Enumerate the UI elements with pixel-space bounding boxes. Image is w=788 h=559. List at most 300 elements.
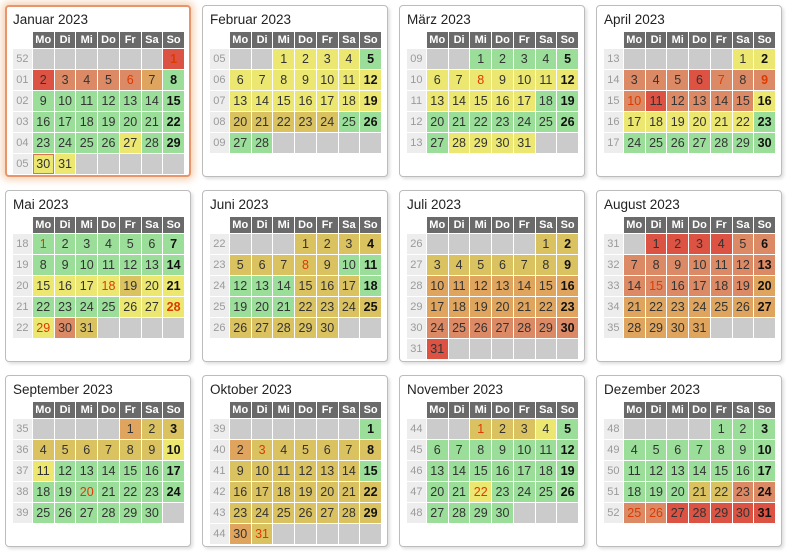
day-cell[interactable]: 24 [754,482,775,502]
day-cell[interactable]: 11 [536,440,557,460]
month-card[interactable] [399,375,585,547]
day-cell[interactable]: 20 [492,297,513,317]
day-cell[interactable]: 25 [449,318,470,338]
holiday-day-cell[interactable]: 20 [76,482,97,502]
day-cell[interactable]: 15 [360,461,381,481]
day-cell[interactable]: 11 [339,70,360,90]
holiday-day-cell[interactable]: 22 [470,482,491,502]
day-cell[interactable]: 23 [492,482,513,502]
day-cell[interactable]: 23 [142,482,163,502]
day-cell[interactable]: 13 [120,91,141,111]
day-cell[interactable]: 21 [689,482,710,502]
day-cell[interactable]: 1 [273,49,294,69]
day-cell[interactable]: 12 [557,70,578,90]
day-cell[interactable]: 18 [339,91,360,111]
day-cell[interactable]: 11 [646,91,667,111]
day-cell[interactable]: 22 [733,112,754,132]
day-cell[interactable]: 16 [733,461,754,481]
day-cell[interactable]: 5 [55,440,76,460]
day-cell[interactable]: 18 [646,112,667,132]
day-cell[interactable]: 21 [624,297,645,317]
day-cell[interactable]: 22 [646,297,667,317]
day-cell[interactable]: 1 [120,419,141,439]
day-cell[interactable]: 20 [252,297,273,317]
day-cell[interactable]: 17 [339,276,360,296]
day-cell[interactable]: 9 [733,440,754,460]
day-cell[interactable]: 10 [76,255,97,275]
day-cell[interactable]: 26 [360,112,381,132]
day-cell[interactable]: 22 [295,297,316,317]
day-cell[interactable]: 21 [339,482,360,502]
day-cell[interactable]: 25 [536,482,557,502]
day-cell[interactable]: 29 [470,133,491,153]
day-cell[interactable]: 2 [55,234,76,254]
day-cell[interactable]: 4 [711,234,732,254]
day-cell[interactable]: 8 [470,440,491,460]
day-cell[interactable]: 24 [339,297,360,317]
day-cell[interactable]: 24 [76,297,97,317]
day-cell[interactable]: 23 [295,112,316,132]
day-cell[interactable]: 10 [514,440,535,460]
day-cell[interactable]: 26 [557,112,578,132]
day-cell[interactable]: 2 [142,419,163,439]
day-cell[interactable]: 10 [163,440,184,460]
day-cell[interactable]: 14 [624,276,645,296]
day-cell[interactable]: 30 [754,133,775,153]
day-cell[interactable]: 17 [252,482,273,502]
day-cell[interactable]: 18 [624,482,645,502]
day-cell[interactable]: 22 [360,482,381,502]
day-cell[interactable]: 12 [98,91,119,111]
day-cell[interactable]: 13 [317,461,338,481]
day-cell[interactable]: 18 [536,91,557,111]
day-cell[interactable]: 23 [55,297,76,317]
day-cell[interactable]: 15 [273,91,294,111]
day-cell[interactable]: 19 [557,91,578,111]
day-cell[interactable]: 29 [163,133,184,153]
day-cell[interactable]: 20 [230,112,251,132]
day-cell[interactable]: 7 [339,440,360,460]
day-cell[interactable]: 25 [33,503,54,523]
day-cell[interactable]: 6 [142,234,163,254]
day-cell[interactable]: 29 [360,503,381,523]
day-cell[interactable]: 29 [733,133,754,153]
day-cell[interactable]: 25 [711,297,732,317]
day-cell[interactable]: 3 [754,419,775,439]
day-cell[interactable]: 28 [449,503,470,523]
day-cell[interactable]: 2 [317,234,338,254]
day-cell[interactable]: 11 [536,70,557,90]
day-cell[interactable]: 3 [427,255,448,275]
month-card[interactable] [596,375,782,547]
day-cell[interactable]: 13 [667,461,688,481]
day-cell[interactable]: 25 [98,297,119,317]
day-cell[interactable]: 4 [536,419,557,439]
day-cell[interactable]: 13 [754,255,775,275]
day-cell[interactable]: 3 [624,70,645,90]
day-cell[interactable]: 6 [317,440,338,460]
day-cell[interactable]: 27 [754,297,775,317]
day-cell[interactable]: 17 [754,461,775,481]
day-cell[interactable]: 3 [514,49,535,69]
holiday-day-cell[interactable]: 9 [754,70,775,90]
day-cell[interactable]: 27 [252,318,273,338]
day-cell[interactable]: 27 [427,133,448,153]
day-cell[interactable]: 7 [273,255,294,275]
day-cell[interactable]: 30 [733,503,754,523]
day-cell[interactable]: 24 [514,112,535,132]
holiday-day-cell[interactable]: 25 [624,503,645,523]
day-cell[interactable]: 29 [120,503,141,523]
day-cell[interactable]: 7 [514,255,535,275]
day-cell[interactable]: 24 [689,297,710,317]
day-cell[interactable]: 7 [624,255,645,275]
day-cell[interactable]: 21 [514,297,535,317]
month-card[interactable] [596,5,782,177]
day-cell[interactable]: 15 [711,461,732,481]
day-cell[interactable]: 31 [55,154,76,174]
day-cell[interactable]: 11 [76,91,97,111]
day-cell[interactable]: 13 [142,255,163,275]
day-cell[interactable]: 7 [689,440,710,460]
day-cell[interactable]: 14 [252,91,273,111]
day-cell[interactable]: 24 [163,482,184,502]
day-cell[interactable]: 14 [98,461,119,481]
holiday-day-cell[interactable]: 15 [646,276,667,296]
day-cell[interactable]: 13 [492,276,513,296]
day-cell[interactable]: 3 [689,234,710,254]
day-cell[interactable]: 9 [33,91,54,111]
day-cell[interactable]: 29 [711,503,732,523]
day-cell[interactable]: 12 [295,461,316,481]
day-cell[interactable]: 2 [754,49,775,69]
day-cell[interactable]: 1 [536,234,557,254]
day-cell[interactable]: 25 [76,133,97,153]
day-cell[interactable]: 23 [557,297,578,317]
day-cell[interactable]: 4 [646,70,667,90]
day-cell[interactable]: 2 [733,419,754,439]
day-cell[interactable]: 14 [273,276,294,296]
day-cell[interactable]: 7 [449,70,470,90]
day-cell[interactable]: 1 [711,419,732,439]
holiday-day-cell[interactable]: 6 [120,70,141,90]
day-cell[interactable]: 20 [667,482,688,502]
day-cell[interactable]: 31 [754,503,775,523]
day-cell[interactable]: 10 [252,461,273,481]
month-card[interactable] [202,5,388,177]
day-cell[interactable]: 13 [230,91,251,111]
day-cell[interactable]: 7 [449,440,470,460]
day-cell[interactable]: 24 [624,133,645,153]
day-cell[interactable]: 11 [449,276,470,296]
day-cell[interactable]: 18 [536,461,557,481]
day-cell[interactable]: 23 [33,133,54,153]
day-cell[interactable]: 15 [470,91,491,111]
day-cell[interactable]: 24 [427,318,448,338]
month-card[interactable] [5,190,191,362]
day-cell[interactable]: 22 [120,482,141,502]
day-cell[interactable]: 2 [492,49,513,69]
day-cell[interactable]: 29 [646,318,667,338]
day-cell[interactable]: 4 [449,255,470,275]
day-cell[interactable]: 9 [557,255,578,275]
day-cell[interactable]: 30 [667,318,688,338]
holiday-day-cell[interactable]: 10 [624,91,645,111]
day-cell[interactable]: 1 [646,234,667,254]
day-cell[interactable]: 19 [667,112,688,132]
day-cell[interactable]: 30 [142,503,163,523]
day-cell[interactable]: 4 [273,440,294,460]
day-cell[interactable]: 5 [557,49,578,69]
day-cell[interactable]: 28 [514,318,535,338]
day-cell[interactable]: 13 [427,461,448,481]
day-cell[interactable]: 5 [646,440,667,460]
day-cell[interactable]: 15 [536,276,557,296]
holiday-day-cell[interactable]: 31 [252,524,273,544]
day-cell[interactable]: 18 [76,112,97,132]
day-cell[interactable]: 6 [667,440,688,460]
day-cell[interactable]: 28 [142,133,163,153]
day-cell[interactable]: 3 [76,234,97,254]
day-cell[interactable]: 27 [492,318,513,338]
day-cell[interactable]: 27 [120,133,141,153]
day-cell[interactable]: 10 [514,70,535,90]
day-cell[interactable]: 19 [230,297,251,317]
day-cell[interactable]: 11 [711,255,732,275]
day-cell[interactable]: 6 [427,70,448,90]
day-cell[interactable]: 9 [230,461,251,481]
day-cell[interactable]: 20 [142,276,163,296]
day-cell[interactable]: 6 [754,234,775,254]
day-cell[interactable]: 5 [295,440,316,460]
holiday-day-cell[interactable]: 1 [470,419,491,439]
day-cell[interactable]: 2 [230,440,251,460]
day-cell[interactable]: 30 [492,133,513,153]
month-card[interactable] [5,375,191,547]
day-cell[interactable]: 16 [33,112,54,132]
day-cell[interactable]: 9 [142,440,163,460]
day-cell[interactable]: 21 [273,297,294,317]
day-cell[interactable]: 19 [360,91,381,111]
day-cell[interactable]: 17 [514,461,535,481]
day-cell[interactable]: 10 [55,91,76,111]
day-cell[interactable]: 3 [55,70,76,90]
holiday-day-cell[interactable]: 18 [98,276,119,296]
day-cell[interactable]: 2 [33,70,54,90]
day-cell[interactable]: 6 [492,255,513,275]
day-cell[interactable]: 12 [230,276,251,296]
month-card[interactable] [399,5,585,177]
day-cell[interactable]: 12 [733,255,754,275]
day-cell[interactable]: 6 [689,70,710,90]
holiday-day-cell[interactable]: 8 [295,255,316,275]
day-cell[interactable]: 4 [536,49,557,69]
day-cell[interactable]: 9 [492,440,513,460]
day-cell[interactable]: 28 [98,503,119,523]
day-cell[interactable]: 14 [689,461,710,481]
day-cell[interactable]: 18 [273,482,294,502]
day-cell[interactable]: 29 [470,503,491,523]
day-cell[interactable]: 16 [55,276,76,296]
day-cell[interactable]: 20 [427,112,448,132]
day-cell[interactable]: 22 [163,112,184,132]
day-cell[interactable]: 26 [733,297,754,317]
day-cell[interactable]: 14 [163,255,184,275]
day-cell[interactable]: 14 [449,91,470,111]
day-cell[interactable]: 6 [427,440,448,460]
day-cell[interactable]: 21 [142,112,163,132]
day-cell[interactable]: 8 [711,440,732,460]
day-cell[interactable]: 27 [142,297,163,317]
day-cell[interactable]: 21 [449,112,470,132]
day-cell[interactable]: 11 [360,255,381,275]
day-cell[interactable]: 22 [536,297,557,317]
day-cell[interactable]: 30 [317,318,338,338]
month-card[interactable] [596,190,782,362]
day-cell[interactable]: 12 [470,276,491,296]
day-cell[interactable]: 9 [295,70,316,90]
day-cell[interactable]: 17 [55,112,76,132]
day-cell[interactable]: 14 [711,91,732,111]
day-cell[interactable]: 21 [252,112,273,132]
day-cell[interactable]: 21 [163,276,184,296]
day-cell[interactable]: 6 [252,255,273,275]
day-cell[interactable]: 26 [667,133,688,153]
day-cell[interactable]: 27 [76,503,97,523]
day-cell[interactable]: 25 [339,112,360,132]
day-cell[interactable]: 11 [98,255,119,275]
day-cell[interactable]: 30 [230,524,251,544]
day-cell[interactable]: 1 [733,49,754,69]
day-cell[interactable]: 5 [230,255,251,275]
day-cell[interactable]: 19 [295,482,316,502]
day-cell[interactable]: 9 [55,255,76,275]
day-cell[interactable]: 11 [273,461,294,481]
day-cell[interactable]: 25 [646,133,667,153]
day-cell[interactable]: 26 [120,297,141,317]
day-cell[interactable]: 6 [230,70,251,90]
day-cell[interactable]: 12 [667,91,688,111]
day-cell[interactable]: 10 [689,255,710,275]
day-cell[interactable]: 31 [76,318,97,338]
day-cell[interactable]: 24 [252,503,273,523]
day-cell[interactable]: 28 [252,133,273,153]
day-cell[interactable]: 9 [492,70,513,90]
day-cell[interactable]: 17 [624,112,645,132]
day-cell[interactable]: 28 [273,318,294,338]
day-cell[interactable]: 4 [339,49,360,69]
day-cell[interactable]: 14 [449,461,470,481]
day-cell[interactable]: 23 [317,297,338,317]
day-cell[interactable]: 20 [317,482,338,502]
holiday-day-cell[interactable]: 29 [33,318,54,338]
day-cell[interactable]: 10 [339,255,360,275]
holiday-day-cell[interactable]: 8 [470,70,491,90]
day-cell[interactable]: 19 [120,276,141,296]
day-cell[interactable]: 1 [295,234,316,254]
day-cell[interactable]: 30 [33,154,54,174]
day-cell[interactable]: 4 [98,234,119,254]
day-cell[interactable]: 29 [536,318,557,338]
day-cell[interactable]: 13 [689,91,710,111]
day-cell[interactable]: 22 [711,482,732,502]
day-cell[interactable]: 28 [339,503,360,523]
holiday-day-cell[interactable]: 7 [711,70,732,90]
day-cell[interactable]: 2 [667,234,688,254]
day-cell[interactable]: 24 [55,133,76,153]
day-cell[interactable]: 16 [492,461,513,481]
day-cell[interactable]: 17 [427,297,448,317]
day-cell[interactable]: 15 [733,91,754,111]
day-cell[interactable]: 19 [733,276,754,296]
day-cell[interactable]: 21 [449,482,470,502]
day-cell[interactable]: 15 [163,91,184,111]
day-cell[interactable]: 18 [711,276,732,296]
day-cell[interactable]: 30 [492,503,513,523]
day-cell[interactable]: 26 [55,503,76,523]
day-cell[interactable]: 20 [427,482,448,502]
day-cell[interactable]: 29 [295,318,316,338]
day-cell[interactable]: 16 [667,276,688,296]
day-cell[interactable]: 12 [360,70,381,90]
day-cell[interactable]: 22 [33,297,54,317]
day-cell[interactable]: 4 [33,440,54,460]
day-cell[interactable]: 15 [470,461,491,481]
day-cell[interactable]: 15 [120,461,141,481]
day-cell[interactable]: 23 [733,482,754,502]
day-cell[interactable]: 27 [317,503,338,523]
day-cell[interactable]: 28 [624,318,645,338]
day-cell[interactable]: 14 [514,276,535,296]
day-cell[interactable]: 3 [514,419,535,439]
day-cell[interactable]: 31 [427,339,448,359]
day-cell[interactable]: 15 [33,276,54,296]
day-cell[interactable]: 2 [492,419,513,439]
day-cell[interactable]: 25 [360,297,381,317]
day-cell[interactable]: 11 [624,461,645,481]
day-cell[interactable]: 16 [295,91,316,111]
day-cell[interactable]: 17 [689,276,710,296]
day-cell[interactable]: 16 [142,461,163,481]
day-cell[interactable]: 26 [98,133,119,153]
day-cell[interactable]: 2 [295,49,316,69]
month-card[interactable] [202,375,388,547]
day-cell[interactable]: 5 [667,70,688,90]
day-cell[interactable]: 4 [76,70,97,90]
day-cell[interactable]: 12 [55,461,76,481]
day-cell[interactable]: 26 [470,318,491,338]
day-cell[interactable]: 3 [317,49,338,69]
day-cell[interactable]: 30 [55,318,76,338]
day-cell[interactable]: 31 [689,318,710,338]
day-cell[interactable]: 5 [557,419,578,439]
day-cell[interactable]: 8 [733,70,754,90]
day-cell[interactable]: 27 [230,133,251,153]
day-cell[interactable]: 8 [360,440,381,460]
day-cell[interactable]: 8 [163,70,184,90]
day-cell[interactable]: 11 [33,461,54,481]
day-cell[interactable]: 24 [514,482,535,502]
day-cell[interactable]: 20 [754,276,775,296]
day-cell[interactable]: 28 [711,133,732,153]
day-cell[interactable]: 18 [449,297,470,317]
day-cell[interactable]: 12 [557,440,578,460]
day-cell[interactable]: 16 [492,91,513,111]
day-cell[interactable]: 5 [733,234,754,254]
day-cell[interactable]: 25 [536,112,557,132]
day-cell[interactable]: 22 [470,112,491,132]
day-cell[interactable]: 7 [252,70,273,90]
